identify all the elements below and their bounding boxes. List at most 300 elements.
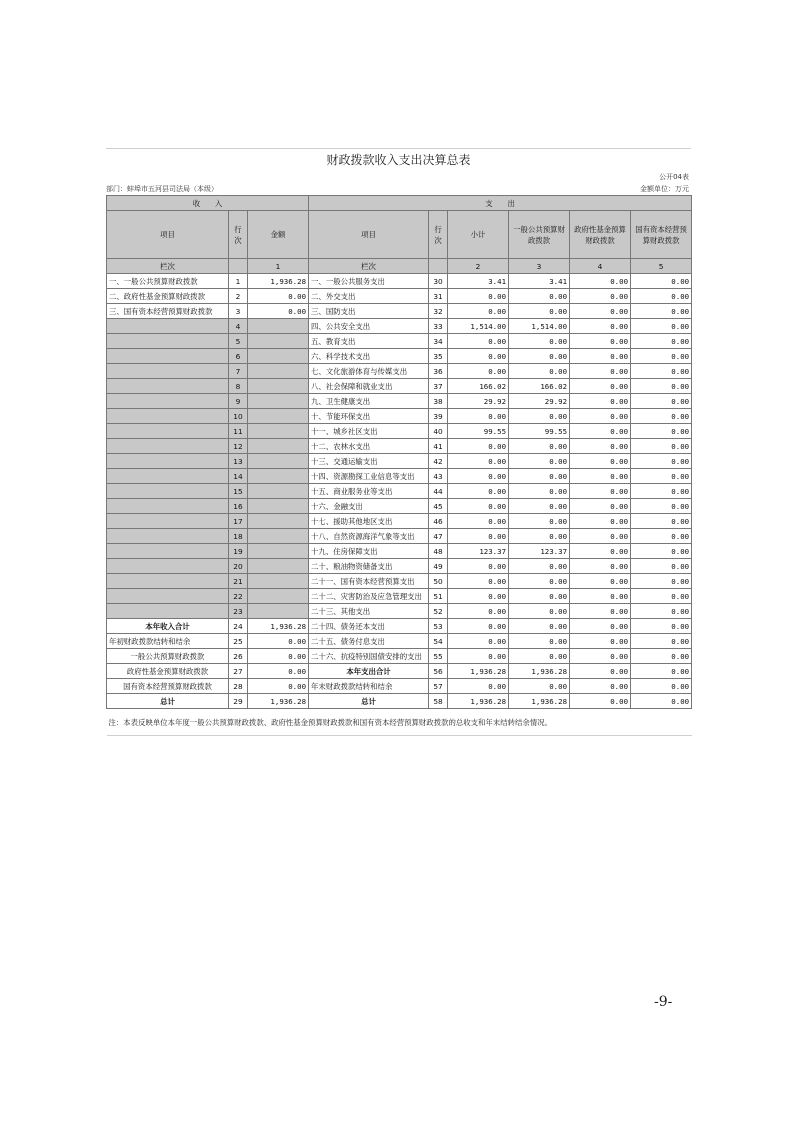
table-row	[107, 394, 692, 409]
income-amount	[248, 559, 309, 574]
fund-budget-value: 0.00	[570, 454, 631, 469]
income-item	[107, 529, 229, 544]
subtotal-value: 1,936.28	[448, 664, 509, 679]
income-amount	[248, 334, 309, 349]
table-row	[107, 304, 692, 319]
general-budget-value: 166.02	[509, 379, 570, 394]
expense-row-no: 43	[429, 469, 448, 484]
general-budget-value: 0.00	[509, 679, 570, 694]
expense-row-no: 56	[429, 664, 448, 679]
col-index-2: 2	[448, 259, 509, 274]
expense-item: 一、一般公共服务支出	[309, 274, 429, 289]
income-item	[107, 574, 229, 589]
table-row	[107, 484, 692, 499]
fund-budget-value: 0.00	[570, 589, 631, 604]
expense-item: 四、公共安全支出	[309, 319, 429, 334]
income-amount	[248, 529, 309, 544]
income-item: 政府性基金预算财政拨款	[107, 664, 229, 679]
fund-budget-value: 0.00	[570, 649, 631, 664]
income-amount: 0.00	[248, 634, 309, 649]
fund-budget-value: 0.00	[570, 394, 631, 409]
subtotal-value: 0.00	[448, 499, 509, 514]
expense-item: 八、社会保障和就业支出	[309, 379, 429, 394]
income-amount	[248, 409, 309, 424]
unit-label: 金额单位：万元	[640, 185, 689, 193]
table-row	[107, 544, 692, 559]
income-item	[107, 409, 229, 424]
state-capital-value: 0.00	[631, 619, 692, 634]
expense-item: 总计	[309, 694, 429, 709]
income-item: 三、国有资本经营预算财政拨款	[107, 304, 229, 319]
income-row-no: 3	[229, 304, 248, 319]
general-budget-value: 0.00	[509, 574, 570, 589]
state-capital-value: 0.00	[631, 484, 692, 499]
table-row	[107, 649, 692, 664]
state-capital-value: 0.00	[631, 694, 692, 709]
state-capital-value: 0.00	[631, 574, 692, 589]
fund-budget-value: 0.00	[570, 604, 631, 619]
expense-row-no: 40	[429, 424, 448, 439]
fund-budget-value: 0.00	[570, 664, 631, 679]
income-item	[107, 499, 229, 514]
income-item	[107, 439, 229, 454]
income-row-no: 2	[229, 289, 248, 304]
col-expense-row-no: 行次	[429, 211, 448, 259]
state-capital-value: 0.00	[631, 529, 692, 544]
fund-budget-value: 0.00	[570, 424, 631, 439]
income-amount	[248, 454, 309, 469]
expense-row-no: 52	[429, 604, 448, 619]
state-capital-value: 0.00	[631, 274, 692, 289]
expense-item: 六、科学技术支出	[309, 349, 429, 364]
income-item	[107, 379, 229, 394]
general-budget-value: 0.00	[509, 529, 570, 544]
state-capital-value: 0.00	[631, 634, 692, 649]
income-amount	[248, 424, 309, 439]
subtotal-value: 1,514.00	[448, 319, 509, 334]
expense-item: 二、外交支出	[309, 289, 429, 304]
income-item	[107, 469, 229, 484]
fund-budget-value: 0.00	[570, 529, 631, 544]
income-amount: 0.00	[248, 304, 309, 319]
expense-item: 十五、商业服务业等支出	[309, 484, 429, 499]
income-row-no: 22	[229, 589, 248, 604]
col-index-4: 4	[570, 259, 631, 274]
fund-budget-value: 0.00	[570, 679, 631, 694]
expense-item: 十六、金融支出	[309, 499, 429, 514]
expense-row-no: 36	[429, 364, 448, 379]
expense-row-no: 44	[429, 484, 448, 499]
col-general-budget: 一般公共预算财政拨款	[509, 211, 570, 259]
income-item: 一般公共预算财政拨款	[107, 649, 229, 664]
subtotal-value: 0.00	[448, 334, 509, 349]
state-capital-value: 0.00	[631, 544, 692, 559]
fund-budget-value: 0.00	[570, 469, 631, 484]
expense-row-no: 51	[429, 589, 448, 604]
income-item	[107, 334, 229, 349]
subtotal-value: 0.00	[448, 469, 509, 484]
expense-row-no: 46	[429, 514, 448, 529]
income-row-no: 26	[229, 649, 248, 664]
expense-item: 十九、住房保障支出	[309, 544, 429, 559]
expense-item: 十八、自然资源海洋气象等支出	[309, 529, 429, 544]
income-amount	[248, 439, 309, 454]
expense-item: 十四、资源勘探工业信息等支出	[309, 469, 429, 484]
col-income-amount: 金额	[248, 211, 309, 259]
subtotal-value: 0.00	[448, 349, 509, 364]
state-capital-value: 0.00	[631, 589, 692, 604]
general-budget-value: 0.00	[509, 364, 570, 379]
subtotal-value: 0.00	[448, 289, 509, 304]
income-item	[107, 319, 229, 334]
col-index-5: 5	[631, 259, 692, 274]
general-budget-value: 0.00	[509, 484, 570, 499]
subtotal-value: 0.00	[448, 514, 509, 529]
state-capital-value: 0.00	[631, 304, 692, 319]
expense-row-no: 58	[429, 694, 448, 709]
subtotal-value: 0.00	[448, 439, 509, 454]
col-index-1: 1	[248, 259, 309, 274]
state-capital-value: 0.00	[631, 664, 692, 679]
subtotal-value: 0.00	[448, 574, 509, 589]
table-row	[107, 499, 692, 514]
income-row-no: 19	[229, 544, 248, 559]
subtotal-value: 3.41	[448, 274, 509, 289]
fund-budget-value: 0.00	[570, 634, 631, 649]
general-budget-value: 0.00	[509, 604, 570, 619]
income-amount	[248, 499, 309, 514]
expense-item: 二十一、国有资本经营预算支出	[309, 574, 429, 589]
expense-item: 五、教育支出	[309, 334, 429, 349]
general-budget-value: 0.00	[509, 409, 570, 424]
state-capital-value: 0.00	[631, 364, 692, 379]
general-budget-value: 3.41	[509, 274, 570, 289]
column-header-row	[107, 211, 692, 259]
subtotal-value: 166.02	[448, 379, 509, 394]
income-amount	[248, 319, 309, 334]
income-item	[107, 364, 229, 379]
state-capital-value: 0.00	[631, 649, 692, 664]
expense-item: 十、节能环保支出	[309, 409, 429, 424]
table-row	[107, 514, 692, 529]
subtotal-value: 0.00	[448, 619, 509, 634]
table-row	[107, 364, 692, 379]
income-row-no: 18	[229, 529, 248, 544]
income-amount: 0.00	[248, 679, 309, 694]
form-number-line	[106, 171, 691, 183]
state-capital-value: 0.00	[631, 679, 692, 694]
table-row	[107, 454, 692, 469]
state-capital-value: 0.00	[631, 454, 692, 469]
income-amount	[248, 574, 309, 589]
income-amount	[248, 589, 309, 604]
expense-item: 七、文化旅游体育与传媒支出	[309, 364, 429, 379]
expense-section-header: 支 出	[309, 196, 692, 211]
general-budget-value: 1,936.28	[509, 694, 570, 709]
table-row	[107, 274, 692, 289]
expense-row-no: 30	[429, 274, 448, 289]
table-row	[107, 349, 692, 364]
general-budget-value: 1,514.00	[509, 319, 570, 334]
expense-item: 二十六、抗疫特别国债安排的支出	[309, 649, 429, 664]
expense-item: 二十四、债务还本支出	[309, 619, 429, 634]
expense-item: 年末财政拨款结转和结余	[309, 679, 429, 694]
report-sheet	[106, 148, 691, 736]
table-row	[107, 334, 692, 349]
col-index-empty	[229, 259, 248, 274]
fund-budget-value: 0.00	[570, 334, 631, 349]
expense-row-no: 37	[429, 379, 448, 394]
table-row	[107, 574, 692, 589]
expense-row-no: 32	[429, 304, 448, 319]
income-row-no: 20	[229, 559, 248, 574]
table-row	[107, 634, 692, 649]
state-capital-value: 0.00	[631, 409, 692, 424]
income-item	[107, 544, 229, 559]
income-row-no: 12	[229, 439, 248, 454]
income-item	[107, 349, 229, 364]
subtotal-value: 0.00	[448, 589, 509, 604]
state-capital-value: 0.00	[631, 439, 692, 454]
expense-row-no: 54	[429, 634, 448, 649]
fund-budget-value: 0.00	[570, 499, 631, 514]
income-amount: 1,936.28	[248, 274, 309, 289]
subtotal-value: 99.55	[448, 424, 509, 439]
income-row-no: 7	[229, 364, 248, 379]
subtotal-value: 123.37	[448, 544, 509, 559]
fund-budget-value: 0.00	[570, 544, 631, 559]
expense-item: 本年支出合计	[309, 664, 429, 679]
income-row-no: 28	[229, 679, 248, 694]
col-state-capital: 国有资本经营预算财政拨款	[631, 211, 692, 259]
income-row-no: 24	[229, 619, 248, 634]
income-row-no: 21	[229, 574, 248, 589]
general-budget-value: 0.00	[509, 589, 570, 604]
income-row-no: 5	[229, 334, 248, 349]
general-budget-value: 99.55	[509, 424, 570, 439]
table-row	[107, 529, 692, 544]
expense-row-no: 47	[429, 529, 448, 544]
expense-row-no: 42	[429, 454, 448, 469]
expense-row-no: 50	[429, 574, 448, 589]
subtotal-value: 1,936.28	[448, 694, 509, 709]
income-amount	[248, 544, 309, 559]
expense-item: 二十、粮油物资储备支出	[309, 559, 429, 574]
income-row-no: 10	[229, 409, 248, 424]
general-budget-value: 0.00	[509, 619, 570, 634]
income-row-no: 17	[229, 514, 248, 529]
state-capital-value: 0.00	[631, 469, 692, 484]
subtotal-value: 0.00	[448, 454, 509, 469]
general-budget-value: 0.00	[509, 649, 570, 664]
subtotal-value: 0.00	[448, 409, 509, 424]
expense-item: 十二、农林水支出	[309, 439, 429, 454]
col-fund-budget: 政府性基金预算财政拨款	[570, 211, 631, 259]
note-row	[107, 709, 692, 736]
income-row-no: 1	[229, 274, 248, 289]
expense-row-no: 38	[429, 394, 448, 409]
fund-budget-value: 0.00	[570, 619, 631, 634]
general-budget-value: 1,936.28	[509, 664, 570, 679]
subtotal-value: 0.00	[448, 649, 509, 664]
general-budget-value: 0.00	[509, 514, 570, 529]
fund-budget-value: 0.00	[570, 439, 631, 454]
income-row-no: 15	[229, 484, 248, 499]
income-item	[107, 424, 229, 439]
income-item: 总计	[107, 694, 229, 709]
col-index-label-2: 栏次	[309, 259, 429, 274]
expense-row-no: 33	[429, 319, 448, 334]
general-budget-value: 0.00	[509, 469, 570, 484]
income-item: 年初财政拨款结转和结余	[107, 634, 229, 649]
col-index-3: 3	[509, 259, 570, 274]
general-budget-value: 0.00	[509, 334, 570, 349]
income-item	[107, 394, 229, 409]
income-row-no: 23	[229, 604, 248, 619]
expense-item: 二十三、其他支出	[309, 604, 429, 619]
report-title: 财政拨款收入支出决算总表	[106, 148, 691, 171]
table-row	[107, 424, 692, 439]
general-budget-value: 0.00	[509, 499, 570, 514]
income-item	[107, 484, 229, 499]
income-item	[107, 604, 229, 619]
income-row-no: 6	[229, 349, 248, 364]
income-amount	[248, 484, 309, 499]
table-row	[107, 289, 692, 304]
expense-row-no: 39	[429, 409, 448, 424]
income-row-no: 9	[229, 394, 248, 409]
expense-row-no: 41	[429, 439, 448, 454]
income-item: 国有资本经营预算财政拨款	[107, 679, 229, 694]
income-row-no: 16	[229, 499, 248, 514]
general-budget-value: 0.00	[509, 454, 570, 469]
table-row	[107, 604, 692, 619]
expense-item: 三、国防支出	[309, 304, 429, 319]
income-item	[107, 589, 229, 604]
fund-budget-value: 0.00	[570, 379, 631, 394]
subtotal-value: 0.00	[448, 304, 509, 319]
expense-row-no: 57	[429, 679, 448, 694]
state-capital-value: 0.00	[631, 319, 692, 334]
general-budget-value: 0.00	[509, 559, 570, 574]
income-amount	[248, 349, 309, 364]
general-budget-value: 29.92	[509, 394, 570, 409]
income-amount	[248, 604, 309, 619]
table-row	[107, 559, 692, 574]
expense-row-no: 53	[429, 619, 448, 634]
income-item: 二、政府性基金预算财政拨款	[107, 289, 229, 304]
state-capital-value: 0.00	[631, 514, 692, 529]
fund-budget-value: 0.00	[570, 304, 631, 319]
income-amount: 0.00	[248, 289, 309, 304]
subtotal-value: 0.00	[448, 529, 509, 544]
expense-item: 二十二、灾害防治及应急管理支出	[309, 589, 429, 604]
income-row-no: 27	[229, 664, 248, 679]
general-budget-value: 0.00	[509, 289, 570, 304]
subtotal-value: 0.00	[448, 484, 509, 499]
department-label: 部门：蚌埠市五河县司法局（本级）	[106, 185, 218, 193]
income-amount: 1,936.28	[248, 619, 309, 634]
expense-item: 十三、交通运输支出	[309, 454, 429, 469]
fund-budget-value: 0.00	[570, 349, 631, 364]
state-capital-value: 0.00	[631, 499, 692, 514]
form-number: 公开04表	[659, 173, 689, 181]
fund-budget-value: 0.00	[570, 484, 631, 499]
expense-item: 十一、城乡社区支出	[309, 424, 429, 439]
table-row	[107, 679, 692, 694]
income-amount	[248, 394, 309, 409]
income-amount: 0.00	[248, 649, 309, 664]
fund-budget-value: 0.00	[570, 319, 631, 334]
table-row	[107, 319, 692, 334]
table-note: 注：本表反映单位本年度一般公共预算财政拨款、政府性基金预算财政拨款和国有资本经营预算财政拨款的总收支和年末结转结余情况。	[107, 709, 692, 736]
expense-row-no: 48	[429, 544, 448, 559]
general-budget-value: 0.00	[509, 349, 570, 364]
state-capital-value: 0.00	[631, 334, 692, 349]
budget-table	[106, 195, 692, 736]
state-capital-value: 0.00	[631, 349, 692, 364]
expense-row-no: 45	[429, 499, 448, 514]
income-amount: 1,936.28	[248, 694, 309, 709]
general-budget-value: 0.00	[509, 304, 570, 319]
general-budget-value: 123.37	[509, 544, 570, 559]
fund-budget-value: 0.00	[570, 364, 631, 379]
fund-budget-value: 0.00	[570, 289, 631, 304]
state-capital-value: 0.00	[631, 559, 692, 574]
general-budget-value: 0.00	[509, 634, 570, 649]
state-capital-value: 0.00	[631, 394, 692, 409]
expense-row-no: 55	[429, 649, 448, 664]
general-budget-value: 0.00	[509, 439, 570, 454]
income-amount	[248, 469, 309, 484]
income-item: 本年收入合计	[107, 619, 229, 634]
expense-item: 九、卫生健康支出	[309, 394, 429, 409]
fund-budget-value: 0.00	[570, 274, 631, 289]
table-row	[107, 664, 692, 679]
table-row	[107, 469, 692, 484]
income-row-no: 14	[229, 469, 248, 484]
col-subtotal: 小计	[448, 211, 509, 259]
income-item	[107, 559, 229, 574]
expense-row-no: 49	[429, 559, 448, 574]
state-capital-value: 0.00	[631, 379, 692, 394]
income-row-no: 11	[229, 424, 248, 439]
income-item: 一、一般公共预算财政拨款	[107, 274, 229, 289]
col-income-item: 项目	[107, 211, 229, 259]
subtotal-value: 29.92	[448, 394, 509, 409]
expense-item: 十七、援助其他地区支出	[309, 514, 429, 529]
col-expense-item: 项目	[309, 211, 429, 259]
fund-budget-value: 0.00	[570, 559, 631, 574]
subtotal-value: 0.00	[448, 634, 509, 649]
department-line	[106, 183, 691, 195]
section-header-row	[107, 196, 692, 211]
income-row-no: 29	[229, 694, 248, 709]
expense-item: 二十五、债务付息支出	[309, 634, 429, 649]
income-amount	[248, 379, 309, 394]
fund-budget-value: 0.00	[570, 574, 631, 589]
fund-budget-value: 0.00	[570, 514, 631, 529]
income-row-no: 13	[229, 454, 248, 469]
col-index-label: 栏次	[107, 259, 229, 274]
subtotal-value: 0.00	[448, 604, 509, 619]
table-row	[107, 379, 692, 394]
income-item	[107, 454, 229, 469]
income-amount	[248, 364, 309, 379]
expense-row-no: 34	[429, 334, 448, 349]
income-amount	[248, 514, 309, 529]
column-index-row	[107, 259, 692, 274]
